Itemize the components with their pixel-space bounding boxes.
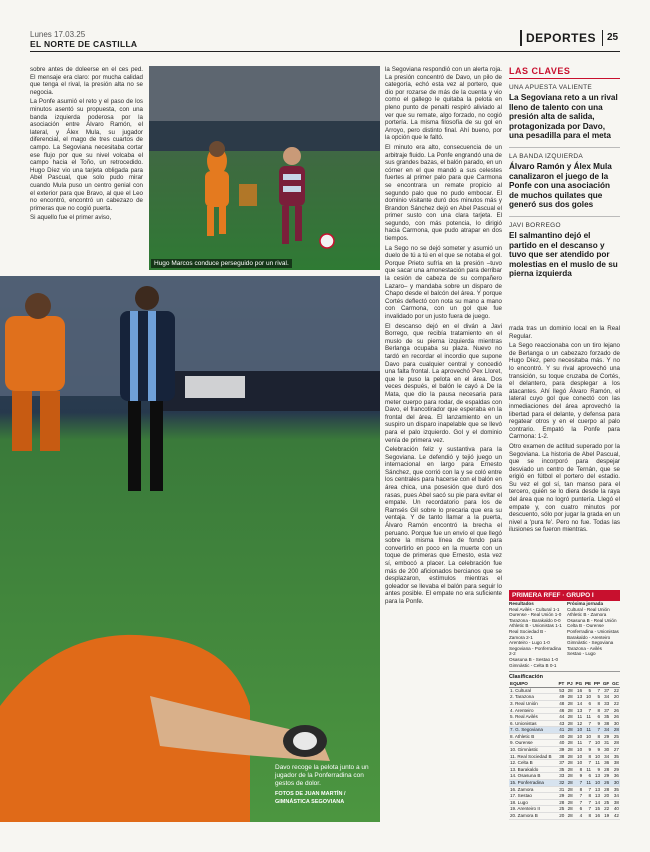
- stat-cell: 37: [601, 687, 610, 694]
- stat-cell: 10: [583, 694, 592, 701]
- stat-cell: 10: [574, 733, 583, 740]
- team-name: 13. Barakaldo: [509, 766, 557, 773]
- newspaper-name: EL NORTE DE CASTILLA: [30, 39, 138, 49]
- stat-cell: 25: [601, 799, 610, 806]
- stat-cell: 28: [565, 766, 573, 773]
- article-column-4: [509, 325, 620, 585]
- result-item: Ourense - Real Unión 1-0: [509, 612, 562, 618]
- stat-cell: 28: [557, 799, 566, 806]
- column-header: GC: [612, 681, 619, 687]
- classification-label: Clasificación: [509, 671, 620, 680]
- stat-cell: 7: [583, 799, 592, 806]
- fixture-item: Cultural - Real Unión: [567, 606, 610, 612]
- stat-cell: 40: [557, 733, 566, 740]
- stat-cell: 13: [574, 707, 583, 714]
- result-item: Arenteiro - Lugo 1-0: [509, 640, 550, 646]
- article-paragraph: La Sego no se dejó someter y asumió un duelo de tú a tú en el que se notaba el gol. Porque Prieto sufría en la presión –tuvo que sacar una amonestación para derribar la cesión de cabeza de su compañero Lazaro– y mandaba sobre un disparo de Chapo desde el balcón del área. Y porque Cortés deflectó con nota su mano a mano con Carmona, con un gol que fue invalidado por un justo fuera de juego.: [385, 244, 502, 320]
- stat-cell: 33: [601, 700, 610, 707]
- stat-cell: 42: [610, 813, 620, 820]
- stat-cell: 28: [565, 806, 573, 813]
- standings-row: [509, 799, 620, 806]
- match-photo-top: [149, 66, 380, 270]
- stat-cell: 8: [574, 766, 583, 773]
- stat-cell: 36: [610, 773, 620, 780]
- stat-cell: 6: [574, 806, 583, 813]
- team-name: 14. Osasuna B: [509, 773, 557, 780]
- team-name: 10. Gimnàstic: [509, 747, 557, 754]
- las-claves-box: [509, 66, 620, 285]
- standings-row: [509, 806, 620, 813]
- article-paragraph: Celebración feliz y sustantiva para la Segoviana. Le defendió y tejió juego un internacional en largo para Ernesto Sánchez, que corrió con la y se coló entre los centrales para hacerse con el balón en área chica, una posesión que duró dos rasas, pues Abel sacó su pie para evitar el empate. Un recordatorio para los de Ramsés Gil sobre lo precaria que era su ventaja. Y de tanto llamar a la puerta, Álvaro Ramón encontró la brecha el peruano. Porque fue un envío el que llegó sobre la misma línea de fondo para convertirlo en poco en la muerte con un toque de primeras que Ernesto, esta vez sí, embocó a placer. La celebración fue más de 200 aficionados bercianos que se desplazaron, estímulos mientras el goleador se llevaba el balón para seguir lo antes posible. El empate no era suficiente para la Ponfe.: [385, 446, 502, 605]
- stat-cell: 7: [574, 799, 583, 806]
- stat-cell: 32: [557, 780, 566, 787]
- stat-cell: 8: [583, 813, 592, 820]
- results-label: Resultados: [509, 601, 534, 606]
- next-round-label: Próxima jornada: [567, 601, 603, 606]
- stat-cell: 35: [601, 714, 610, 721]
- league-title: PRIMERA RFEF · GRUPO I: [509, 590, 620, 601]
- article-paragraph: La Sego reaccionaba con un tiro lejano de Berlanga o un cabezazo forzado de Hugo Díez, pero necesitaba más. Y no lo encontró. Y su rival aprovechó una transición, su toque cruzaba de Cortés, el delantero, para desplegar a los atacantes. Ahí llegó Álvaro Ramón, el lateral cuyo gol que conectó con las inmediaciones del área aprovechó la libertad para el delante, y defensa para regatear otros y en el cuerpo al palo contrario. Empató la Ponfe para Carmona: 1-2.: [509, 342, 620, 441]
- column-header: EQUIPO: [509, 681, 557, 687]
- team-name: 4. Arenteiro: [509, 707, 557, 714]
- column-header: PJ: [567, 681, 573, 687]
- fixture-item: Tarazona - Avilés: [567, 645, 602, 651]
- article-paragraph: El descanso dejó en el diván a Javi Borrego, que recibía tratamiento en el muslo de su pierna izquierda mientras Berlanga ocupaba su plaza. Nuevo no tardó en recordar el incordio que supone Davo para cualquier central y concedió una falta frontal. La aprovechó Pex Lloret, que le puso la pelota en el área. Dos veces después, el balón le cayó a De la Mata, que dio la pausa necesaria para meter cuerpo para rodar, de espaldas con Davo, el francotirador que esperaba en la frontal del área. El lanzamiento en un suspiro un disparo inapelable que se llevó para el palo izquierdo. Gol y el dominio venía de primera vez.: [385, 322, 502, 444]
- top-photo: [149, 66, 380, 270]
- column-header: PG: [575, 681, 583, 687]
- stat-cell: 8: [583, 793, 592, 800]
- stat-cell: 38: [610, 799, 620, 806]
- team-name: 18. Lugo: [509, 799, 557, 806]
- team-name: 19. Arenteiro II: [509, 806, 557, 813]
- stat-cell: 9: [592, 766, 601, 773]
- stat-cell: 16: [592, 813, 601, 820]
- stat-cell: 15: [592, 806, 601, 813]
- stat-cell: 5: [583, 687, 592, 694]
- result-item: Real Sociedad B - Zamora 2-1: [509, 628, 547, 640]
- stat-cell: 22: [601, 806, 610, 813]
- fixture-item: Ponferradina - Unionistas: [567, 628, 619, 634]
- stat-cell: 11: [574, 714, 583, 721]
- standings-row: [509, 707, 620, 714]
- team-name: 11. Real Sociedad B: [509, 753, 557, 760]
- stat-cell: 8: [583, 753, 592, 760]
- stat-cell: 30: [610, 780, 620, 787]
- article-paragraph: rrada tras un dominio local en la Real Regular.: [509, 325, 620, 340]
- stat-cell: 40: [557, 740, 566, 747]
- stat-cell: 38: [601, 720, 610, 727]
- stat-cell: 10: [574, 753, 583, 760]
- stat-cell: 28: [610, 727, 620, 734]
- team-name: 3. Real Unión: [509, 700, 557, 707]
- stat-cell: 35: [557, 766, 566, 773]
- fixture-item: Celta B - Ourense: [567, 623, 604, 629]
- standings-row: [509, 714, 620, 721]
- stat-cell: 9: [583, 747, 592, 754]
- column-header: PE: [584, 681, 592, 687]
- stat-cell: 9: [592, 720, 601, 727]
- stat-cell: 6: [583, 773, 592, 780]
- article-paragraph: sobre antes de doleerse en el ces ped. El mensaje era claro: por mucha calidad que tenga el rival, la presión alta no se negocia.: [30, 66, 143, 96]
- stat-cell: 11: [583, 727, 592, 734]
- standings-row: [509, 687, 620, 694]
- stat-cell: 28: [565, 687, 573, 694]
- stat-cell: 37: [601, 707, 610, 714]
- stat-cell: 10: [574, 727, 583, 734]
- fixture-item: Osasuna B - Real Unión: [567, 617, 617, 623]
- stat-cell: 11: [583, 714, 592, 721]
- result-item: Real Avilés - Cultural 1-1: [509, 606, 560, 612]
- stat-cell: 28: [565, 793, 573, 800]
- main-photo-caption: Davo recoge la pelota junto a un jugador de la Ponferradina con gestos de dolor.: [275, 764, 369, 787]
- standings-row: [509, 780, 620, 787]
- stat-cell: 34: [601, 727, 610, 734]
- stat-cell: 53: [557, 687, 566, 694]
- stat-cell: 44: [557, 714, 566, 721]
- issue-date: Lunes 17.03.25: [30, 30, 86, 39]
- stat-cell: 11: [583, 766, 592, 773]
- stat-cell: 7: [574, 793, 583, 800]
- stat-cell: 48: [557, 700, 566, 707]
- team-name: 2. Tarazona: [509, 694, 557, 701]
- stat-cell: 28: [565, 780, 573, 787]
- stat-cell: 36: [601, 760, 610, 767]
- stat-cell: 13: [574, 694, 583, 701]
- stat-cell: 35: [610, 753, 620, 760]
- stat-cell: 10: [592, 753, 601, 760]
- stat-cell: 40: [610, 806, 620, 813]
- stat-cell: 7: [583, 760, 592, 767]
- stat-cell: 8: [592, 707, 601, 714]
- standings-row: [509, 786, 620, 793]
- claves-title: LAS CLAVES: [509, 66, 620, 79]
- team-name: 17. Sestao: [509, 793, 557, 800]
- clave-item: [509, 84, 620, 148]
- stat-cell: 14: [574, 700, 583, 707]
- standings-row: [509, 813, 620, 820]
- stat-cell: 43: [557, 720, 566, 727]
- standings-row: [509, 700, 620, 707]
- stat-cell: 28: [565, 733, 573, 740]
- section-divider: [520, 30, 522, 46]
- standings-table: [509, 681, 620, 819]
- stat-cell: 10: [574, 760, 583, 767]
- stat-cell: 28: [565, 760, 573, 767]
- stat-cell: 10: [592, 780, 601, 787]
- stat-cell: 28: [565, 727, 573, 734]
- article-column-3: [385, 66, 502, 826]
- next-round-list: [567, 601, 620, 668]
- team-name: 6. Unionistas: [509, 720, 557, 727]
- standings-row: [509, 720, 620, 727]
- section-title: DEPORTES: [526, 31, 597, 45]
- stat-cell: 28: [565, 786, 573, 793]
- stat-cell: 28: [565, 753, 573, 760]
- article-paragraph: El minuto era alto, consecuencia de un arbitraje fluido. La Ponfe engrandó una de sus grandes bazas, el balón parado, en un córner en el que mandó a sus celestes fuertes al primer palo para que Carmona se encontrara un remate propicio al segundo palo que no pudo embocar. El dominio visitante duró dos minutos más y Brandon Sánchez dejó en Abel Pascual el primer susto con una clara tarjeta. El segundo, con más potencia, lo dirigió hacia Carmona, que pudo atrapar en dos tiempos.: [385, 143, 502, 243]
- stat-cell: 28: [565, 714, 573, 721]
- stat-cell: 28: [601, 766, 610, 773]
- fixture-item: Sestao - Lugo: [567, 651, 596, 657]
- stat-cell: 46: [557, 707, 566, 714]
- article-paragraph: Otro examen de actitud superado por la Segoviana. La historia de Abel Pascual, que se incorporó para despejar desviado un centro de Ternán, que se erigió en fútbol el portero del estadio. Su vez el gol sí, tan manso para el tercero, quién se lo diera desde la raya del área que no logró puntería. Llegó el empate y, con cuatro minutos por descuento, sólo por jugar la grada en un nivel a 'pura fe'. Pero no fue. Todas las ilusiones se fueron mientras.: [509, 442, 620, 534]
- standings-row: [509, 793, 620, 800]
- stat-cell: 16: [574, 687, 583, 694]
- stat-cell: 37: [557, 760, 566, 767]
- standings-row: [509, 753, 620, 760]
- stat-cell: 28: [565, 700, 573, 707]
- clave-text: La Segoviana reto a un rival lleno de talento con una presión alta de salida, protagonizada por Davo, una pesadilla para el meta: [509, 93, 620, 148]
- stat-cell: 29: [601, 773, 610, 780]
- stat-cell: 7: [592, 687, 601, 694]
- stat-cell: 8: [592, 733, 601, 740]
- stat-cell: 8: [592, 700, 601, 707]
- standings-row: [509, 747, 620, 754]
- stat-cell: 10: [583, 733, 592, 740]
- stat-cell: 5: [592, 694, 601, 701]
- stat-cell: 8: [574, 786, 583, 793]
- team-name: 12. Celta B: [509, 760, 557, 767]
- standings-row: [509, 740, 620, 747]
- stat-cell: 7: [583, 720, 592, 727]
- stat-cell: 41: [557, 727, 566, 734]
- stat-cell: 28: [610, 740, 620, 747]
- stat-cell: 28: [601, 786, 610, 793]
- stat-cell: 6: [583, 700, 592, 707]
- clave-text: Álvaro Ramón y Álex Mula canalizaron el juego de la Ponfe con una asociación de muchos quilates que generó sus dos goles: [509, 162, 620, 217]
- photo-credit: FOTOS DE JUAN MARTÍN / GIMNÁSTICA SEGOVIANA: [275, 791, 346, 805]
- result-item: Segoviana - Ponferradina 2-2: [509, 645, 562, 657]
- column-header: GF: [602, 681, 610, 687]
- stat-cell: 7: [574, 780, 583, 787]
- stat-cell: 29: [601, 733, 610, 740]
- stat-cell: 7: [583, 786, 592, 793]
- stat-cell: 12: [574, 720, 583, 727]
- stat-cell: 28: [565, 740, 573, 747]
- stat-cell: 39: [557, 747, 566, 754]
- stat-cell: 38: [557, 753, 566, 760]
- match-photo-main: [0, 276, 380, 822]
- team-name: 20. Zamora B: [509, 813, 557, 820]
- clave-kicker: LA BANDA IZQUIERDA: [509, 152, 584, 160]
- stat-cell: 26: [601, 780, 610, 787]
- article-paragraph: Si aquello fue el primer aviso,: [30, 214, 112, 222]
- result-item: Athletic B - Unionistas 1-1: [509, 623, 562, 629]
- stat-cell: 6: [592, 714, 601, 721]
- stat-cell: 22: [610, 700, 620, 707]
- article-paragraph: la Segoviana respondió con un alerta roja. La presión concentró de Davo, un pilo de categoría, echó esta vez al portero, que dio por rozarse de más de la cuenta y vio como el gallego le quitaba la pelota en pleno punto de penalti respiró aliviado al ver que su remate, algo forzado, no cogió portería. La misma filosofía de su gol en Arroyo, pero distinto final. Ahí bueno, por la opción que le faltó.: [385, 66, 502, 142]
- stat-cell: 28: [565, 799, 573, 806]
- stat-cell: 10: [574, 747, 583, 754]
- stat-cell: 10: [592, 740, 601, 747]
- stat-cell: 28: [565, 694, 573, 701]
- team-name: 9. Ourense: [509, 740, 557, 747]
- page-divider: [602, 30, 603, 46]
- team-name: 7. G. Segoviana: [509, 727, 557, 734]
- stat-cell: 20: [557, 813, 566, 820]
- stat-cell: 11: [583, 780, 592, 787]
- stat-cell: 25: [557, 806, 566, 813]
- stat-cell: 30: [610, 720, 620, 727]
- main-photo: [0, 276, 380, 822]
- team-name: 16. Zamora: [509, 786, 557, 793]
- stat-cell: 29: [610, 766, 620, 773]
- article-paragraph: La Ponfe asumió el reto y el paso de los minutos asentó su propuesta, con una banda izquierda poderosa por la asociación entre Álvaro Ramón, el lateral, y Álex Mula, su jugador diferencial, el mago de tres cuartos de campo. La Segoviana necesitaba cortar ese flujo por que su nivel volcaba el campo hacia el Toño, un retrocedido. Hugo Díez vio una tarjeta obligada para Abel Pascual, que solo pudo mirar cuando Mula puso un centro genial con el exterior para que Bravo, al que el Leo no encontró, encontró un cabezazo de primeras que no cogió puerta.: [30, 98, 143, 212]
- stat-cell: 7: [592, 727, 601, 734]
- stat-cell: 27: [610, 747, 620, 754]
- result-item: Gimnàstic - Celta B 0-1: [509, 662, 557, 668]
- stat-cell: 26: [610, 707, 620, 714]
- clave-kicker: UNA APUESTA VALIENTE: [509, 84, 593, 91]
- stat-cell: 28: [565, 813, 573, 820]
- team-name: 1. Cultural: [509, 687, 557, 694]
- team-name: 15. Ponferradina: [509, 780, 557, 787]
- clave-kicker: JAVI BORREGO: [509, 221, 561, 229]
- stat-cell: 14: [592, 799, 601, 806]
- stat-cell: 34: [610, 793, 620, 800]
- stat-cell: 22: [610, 687, 620, 694]
- stat-cell: 9: [574, 773, 583, 780]
- team-name: 5. Real Avilés: [509, 714, 557, 721]
- stat-cell: 49: [557, 694, 566, 701]
- team-name: 8. Athletic B: [509, 733, 557, 740]
- stat-cell: 11: [574, 740, 583, 747]
- stat-cell: 13: [592, 786, 601, 793]
- stat-cell: 13: [592, 793, 601, 800]
- standings-row: [509, 760, 620, 767]
- stat-cell: 7: [583, 707, 592, 714]
- stat-cell: 30: [601, 747, 610, 754]
- fixture-item: Gimnàstic - Segoviana: [567, 640, 614, 646]
- league-box: [509, 590, 620, 820]
- result-item: Tarazona - Barakaldo 0-0: [509, 617, 561, 623]
- article-column-1: [30, 66, 143, 270]
- page-number: 25: [607, 32, 619, 43]
- standings-row: [509, 727, 620, 734]
- stat-cell: 31: [557, 786, 566, 793]
- stat-cell: 26: [610, 714, 620, 721]
- stat-cell: 28: [565, 773, 573, 780]
- results-block: [509, 601, 620, 668]
- stat-cell: 13: [592, 773, 601, 780]
- stat-cell: 20: [610, 694, 620, 701]
- column-header: PP: [593, 681, 601, 687]
- top-photo-caption: Hugo Marcos conduce perseguido por un rival.: [151, 259, 292, 268]
- column-header: PT: [558, 681, 565, 687]
- stat-cell: 34: [601, 753, 610, 760]
- stat-cell: 25: [610, 733, 620, 740]
- stat-cell: 20: [601, 793, 610, 800]
- stat-cell: 9: [592, 747, 601, 754]
- stat-cell: 33: [557, 773, 566, 780]
- standings-row: [509, 773, 620, 780]
- standings-row: [509, 766, 620, 773]
- stat-cell: 19: [601, 813, 610, 820]
- stat-cell: 7: [583, 740, 592, 747]
- standings-row: [509, 694, 620, 701]
- standings-row: [509, 733, 620, 740]
- stat-cell: 4: [574, 813, 583, 820]
- stat-cell: 35: [610, 786, 620, 793]
- result-item: Osasuna B - Sestao 1-0: [509, 656, 559, 662]
- fixture-item: Athletic B - Zamora: [567, 612, 607, 618]
- clave-item: [509, 222, 620, 285]
- stat-cell: 28: [565, 720, 573, 727]
- stat-cell: 7: [583, 806, 592, 813]
- stat-cell: 28: [565, 747, 573, 754]
- header-rule: [30, 51, 620, 52]
- stat-cell: 29: [557, 793, 566, 800]
- stat-cell: 34: [601, 694, 610, 701]
- fixture-item: Barakaldo - Arenteiro: [567, 634, 611, 640]
- clave-text: El salmantino dejó el partido en el descanso y tuvo que ser atendido por molestias en el muslo de su pierna izquierda: [509, 230, 618, 279]
- clave-item: [509, 153, 620, 217]
- stat-cell: 28: [565, 707, 573, 714]
- stat-cell: 31: [601, 740, 610, 747]
- stat-cell: 11: [592, 760, 601, 767]
- stat-cell: 38: [610, 760, 620, 767]
- results-list: [509, 601, 563, 668]
